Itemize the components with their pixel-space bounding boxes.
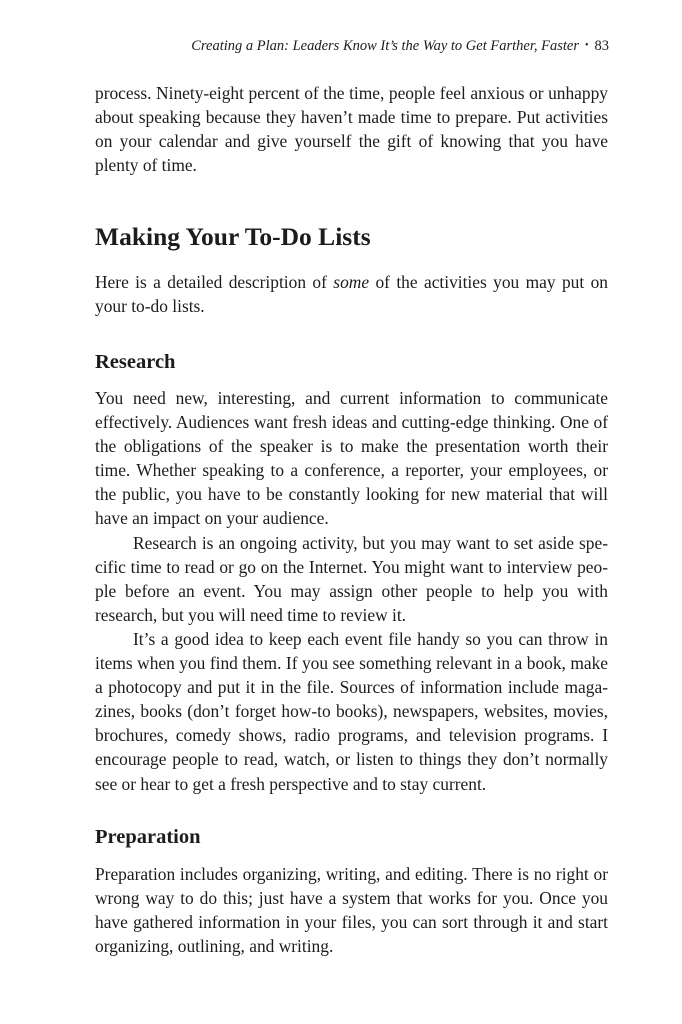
preparation-block [95,862,608,958]
running-head-title: Creating a Plan: Leaders Know It’s the Way to Get Farther, Faster [191,38,579,54]
intro-emphasis: some [333,272,370,292]
research-paragraph-2: Research is an ongoing activity, but you may want to set aside specific time to read or go on the Internet. You might want to interview people before an event. You may assign other people to help you with research, but you will need time to review it. [95,532,608,625]
preparation-paragraph: Preparation includes organizing, writing, and editing. There is no right or wrong way to do this; just have a system that works for you. Once you have gathered information in your files, you can sort through it and start organizing, outlining, and writing. [95,864,608,957]
continuation-block [95,81,608,177]
running-head [191,38,609,55]
research-heading: Research [95,351,176,373]
section-intro-block [95,270,608,318]
research-paragraph-3: It’s a good idea to keep each event file handy so you can throw in items when you find them. If you see something relevant in a book, make a photocopy and put it in the file. Sources of information include magazines, books (don’t forget how-to books), newspapers, websites, movies, brochures, comedy shows, radio programs, and television programs. I encourage people to read, watch, or listen to things they don’t normally see or hear to get a fresh perspective and to stay current. [95,628,608,794]
preparation-heading: Preparation [95,826,201,848]
intro-text-after: of the activities you may put on your to-do lists. [95,272,608,317]
running-head-separator: • [584,40,589,51]
intro-text-before: Here is a detailed description of [95,272,334,292]
page-number: 83 [594,38,609,54]
section-intro-paragraph [95,270,608,318]
section-heading: Making Your To-Do Lists [95,222,371,251]
continuation-paragraph: process. Ninety-eight percent of the time, people feel anxious or unhappy about speaking because they haven’t made time to prepare. Put activities on your calendar and give yourself the gift of knowing that you have plenty of time. [95,83,608,176]
research-paragraph-1: You need new, interesting, and current information to communicate effectively. Audiences want fresh ideas and cutting-edge thinking. One of the obligations of the speaker is to make the presentation worth their time. Whether speaking to a conference, a reporter, your employees, or the public, you have to be constantly looking for new material that will have an impact on your audience. [95,388,608,529]
research-block [95,386,608,796]
